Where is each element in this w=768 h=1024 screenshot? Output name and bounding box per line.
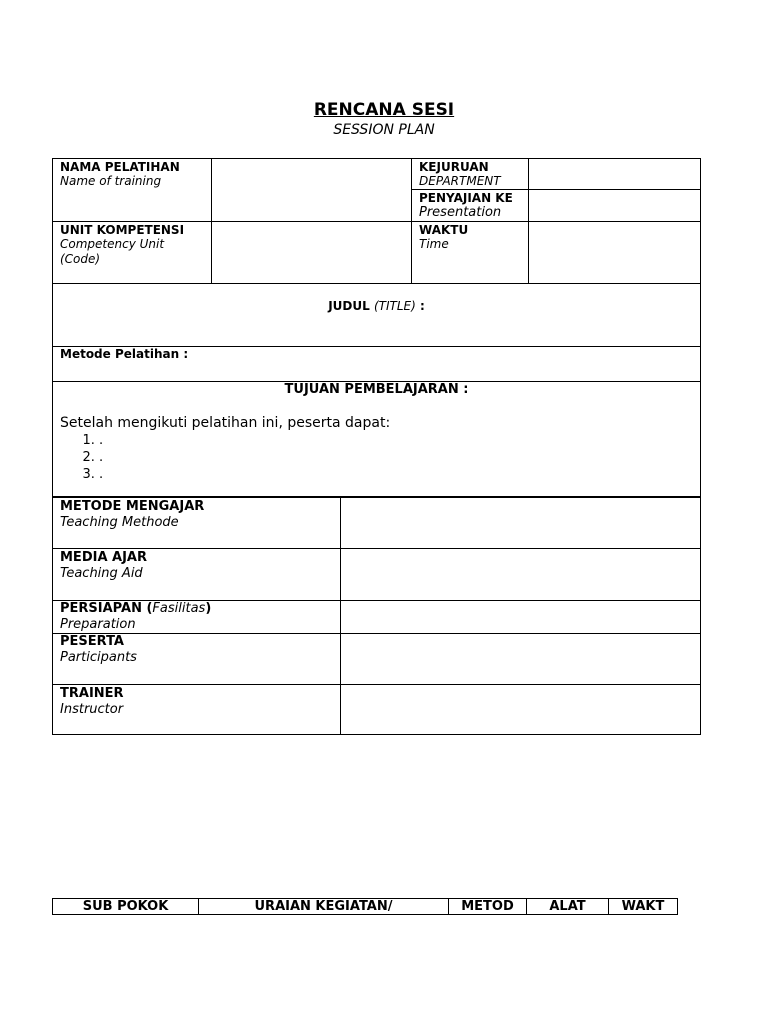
penyajian-ke-label: PENYAJIAN KE bbox=[419, 191, 513, 205]
sub-pokok-header: SUB POKOK bbox=[53, 899, 199, 915]
metode-pelatihan-cell[interactable] bbox=[53, 347, 701, 382]
judul-word: JUDUL bbox=[328, 299, 370, 313]
judul-label bbox=[53, 284, 700, 313]
title-word: (TITLE) bbox=[373, 299, 416, 313]
participants-label: Participants bbox=[60, 650, 137, 665]
trainer-value[interactable] bbox=[341, 685, 701, 735]
waktu-value[interactable] bbox=[529, 222, 701, 284]
time-label: Time bbox=[419, 237, 449, 251]
penyajian-cell bbox=[412, 190, 529, 222]
persiapan-value[interactable] bbox=[341, 601, 701, 634]
kejuruan-value[interactable] bbox=[529, 159, 701, 190]
peserta-cell bbox=[53, 634, 341, 685]
teaching-aid-label: Teaching Aid bbox=[60, 566, 143, 581]
department-label: DEPARTMENT bbox=[419, 174, 501, 188]
session-plan-table bbox=[52, 158, 701, 497]
tujuan-intro: Setelah mengikuti pelatihan ini, peserta dapat: bbox=[60, 415, 391, 431]
metode-mengajar-value[interactable] bbox=[341, 498, 701, 549]
presentation-label: Presentation bbox=[419, 205, 502, 220]
preparation-label: Preparation bbox=[60, 617, 136, 632]
page-title: RENCANA SESI bbox=[313, 100, 455, 120]
tujuan-heading: TUJUAN PEMBELAJARAN : bbox=[284, 382, 469, 397]
nama-pelatihan-label: NAMA PELATIHAN bbox=[60, 160, 180, 174]
metode-mengajar-cell bbox=[53, 498, 341, 549]
nama-pelatihan-value[interactable] bbox=[212, 159, 412, 222]
competency-unit-label: Competency Unit bbox=[60, 237, 165, 251]
tujuan-cell[interactable] bbox=[53, 382, 701, 497]
unit-kompetensi-cell bbox=[53, 222, 212, 284]
alat-header: ALAT bbox=[527, 899, 609, 915]
judul-colon: : bbox=[419, 299, 425, 313]
judul-cell[interactable] bbox=[53, 284, 701, 347]
name-of-training-label: Name of training bbox=[60, 174, 162, 188]
uraian-kegiatan-header: URAIAN KEGIATAN/ bbox=[199, 899, 449, 915]
list-item: 1. . bbox=[99, 432, 700, 449]
peserta-label: PESERTA bbox=[60, 634, 124, 649]
kejuruan-label: KEJURUAN bbox=[419, 160, 489, 174]
metode-pelatihan-label: Metode Pelatihan : bbox=[60, 347, 189, 361]
unit-kompetensi-value[interactable] bbox=[212, 222, 412, 284]
peserta-value[interactable] bbox=[341, 634, 701, 685]
instructor-label: Instructor bbox=[60, 702, 124, 717]
persiapan-word: PERSIAPAN ( bbox=[60, 601, 153, 616]
waktu-label: WAKTU bbox=[419, 223, 469, 237]
tujuan-list bbox=[53, 432, 700, 483]
kejuruan-cell bbox=[412, 159, 529, 190]
list-item: 2. . bbox=[99, 449, 700, 466]
page-subtitle: SESSION PLAN bbox=[333, 122, 435, 138]
trainer-cell bbox=[53, 685, 341, 735]
unit-kompetensi-label: UNIT KOMPETENSI bbox=[60, 223, 185, 237]
details-table bbox=[52, 497, 701, 735]
media-ajar-cell bbox=[53, 549, 341, 601]
media-ajar-label: MEDIA AJAR bbox=[60, 550, 148, 565]
persiapan-close: ) bbox=[205, 601, 212, 616]
trainer-label: TRAINER bbox=[60, 686, 124, 701]
persiapan-cell bbox=[53, 601, 341, 634]
teaching-methode-label: Teaching Methode bbox=[60, 515, 179, 530]
penyajian-value[interactable] bbox=[529, 190, 701, 222]
persiapan-label bbox=[53, 601, 340, 617]
metode-mengajar-label: METODE MENGAJAR bbox=[60, 499, 205, 514]
code-label: (Code) bbox=[60, 252, 101, 266]
metode-header: METOD bbox=[449, 899, 527, 915]
list-item: 3. . bbox=[99, 466, 700, 483]
media-ajar-value[interactable] bbox=[341, 549, 701, 601]
waktu-header: WAKT bbox=[609, 899, 678, 915]
waktu-cell bbox=[412, 222, 529, 284]
nama-pelatihan-cell bbox=[53, 159, 212, 222]
fasilitas-word: Fasilitas bbox=[152, 601, 206, 616]
activity-table bbox=[52, 898, 678, 915]
